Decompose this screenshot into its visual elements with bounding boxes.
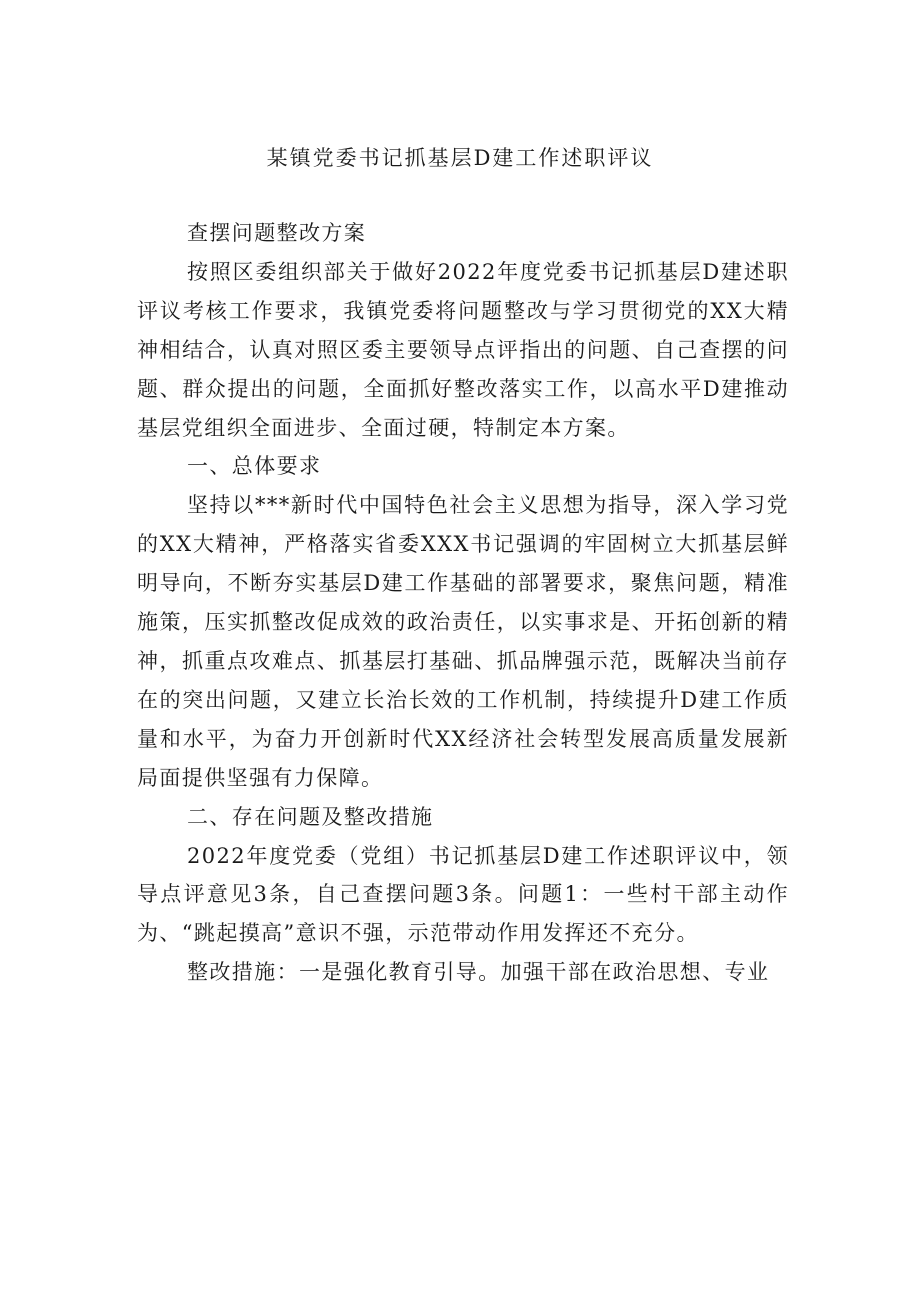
- section-heading-rectification-plan: 查摆问题整改方案: [187, 221, 367, 245]
- section-heading-problems-and-measures: 二、存在问题及整改措施: [187, 804, 434, 829]
- document-body: [137, 214, 789, 992]
- general-requirements-paragraph: 坚持以***新时代中国特色社会主义思想为指导，深入学习党的XX大精神，严格落实省委XXX书记强调的牢固树立大抓基层鲜明导向，不断夯实基层D建工作基础的部署要求，聚焦问题，精准施策，压实抓整改促成效的政治责任，以实事求是、开拓创新的精神，抓重点攻难点、抓基层打基础、抓品牌强示范，既解决当前存在的突出问题，又建立长治长效的工作机制，持续提升D建工作质量和水平，为奋力开创新时代XX经济社会转型发展高质量发展新局面提供坚强有力保障。: [137, 493, 789, 790]
- section-heading-general-requirements: 一、总体要求: [187, 454, 322, 479]
- intro-paragraph: 按照区委组织部关于做好2022年度党委书记抓基层D建述职评议考核工作要求，我镇党委将问题整改与学习贯彻党的XX大精神相结合，认真对照区委主要领导点评指出的问题、自己查摆的问题、群众提出的问题，全面抓好整改落实工作，以高水平D建推动基层党组织全面进步、全面过硬，特制定本方案。: [137, 259, 789, 440]
- document-title: 某镇党委书记抓基层D建工作述职评议: [266, 146, 654, 170]
- problems-paragraph: 2022年度党委（党组）书记抓基层D建工作述职评议中，领导点评意见3条，自己查摆问题3条。问题1：一些村干部主动作为、“跳起摸高”意识不强，示范带动作用发挥还不充分。: [137, 843, 789, 946]
- measures-paragraph: 整改措施：一是强化教育引导。加强干部在政治思想、专业: [187, 960, 770, 985]
